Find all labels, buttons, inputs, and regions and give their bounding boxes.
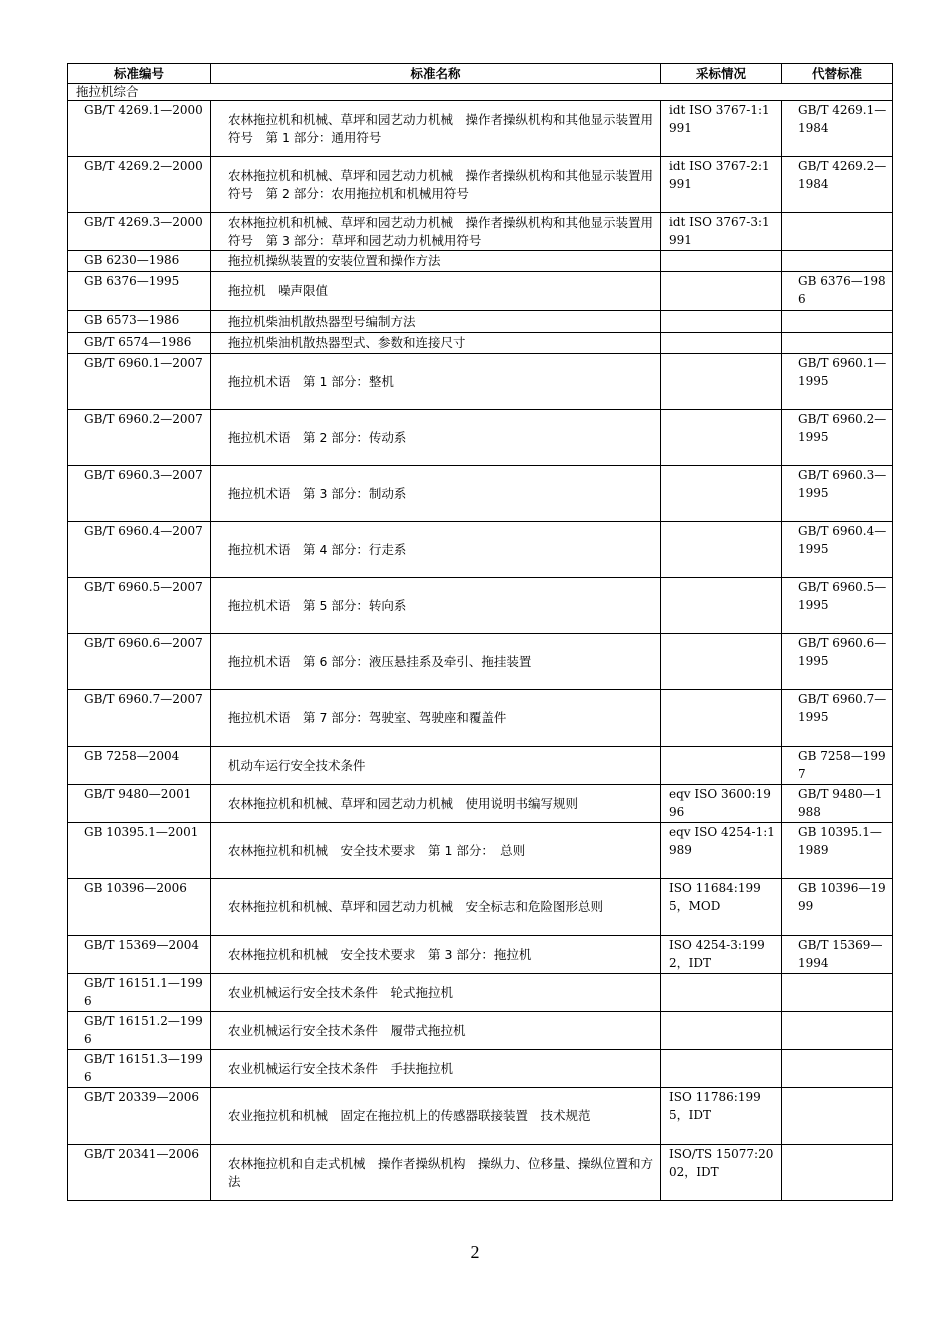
standard-code-cell: GB/T 20341—2006: [68, 1145, 211, 1201]
replaced-standard-cell: GB/T 15369—1994: [782, 936, 893, 974]
adoption-cell: [661, 634, 782, 690]
table-row: [68, 251, 893, 272]
header-row: [68, 64, 893, 84]
replaced-standard-cell: GB 10396—1999: [782, 879, 893, 936]
adoption-cell: [661, 311, 782, 333]
replaced-standard-cell: GB/T 6960.4—1995: [782, 522, 893, 578]
standard-name-cell: 拖拉机术语 第 5 部分：转向系: [211, 578, 661, 634]
adoption-cell: [661, 354, 782, 410]
replaced-standard-cell: GB 10395.1—1989: [782, 823, 893, 879]
adoption-cell: [661, 251, 782, 272]
table-row: [68, 272, 893, 311]
replaced-standard-cell: [782, 974, 893, 1012]
standard-name-cell: 农业机械运行安全技术条件 轮式拖拉机: [211, 974, 661, 1012]
adoption-cell: ISO 4254-3:1992，IDT: [661, 936, 782, 974]
table-row: [68, 1145, 893, 1201]
replaced-standard-cell: [782, 333, 893, 354]
adoption-cell: [661, 690, 782, 747]
standard-code-cell: GB/T 4269.3—2000: [68, 213, 211, 251]
standard-code-cell: GB/T 16151.1—1996: [68, 974, 211, 1012]
replaced-standard-cell: GB/T 6960.7—1995: [782, 690, 893, 747]
standard-code-cell: GB/T 6960.6—2007: [68, 634, 211, 690]
standard-code-cell: GB 6573—1986: [68, 311, 211, 333]
standard-name-cell: 农业拖拉机和机械 固定在拖拉机上的传感器联接装置 技术规范: [211, 1088, 661, 1145]
adoption-cell: [661, 410, 782, 466]
standard-name-cell: 拖拉机术语 第 7 部分：驾驶室、驾驶座和覆盖件: [211, 690, 661, 747]
section-title: 拖拉机综合: [68, 84, 893, 101]
replaced-standard-cell: [782, 1145, 893, 1201]
standard-name-cell: 拖拉机操纵装置的安装位置和操作方法: [211, 251, 661, 272]
standard-name-cell: 拖拉机术语 第 2 部分：传动系: [211, 410, 661, 466]
standard-code-cell: GB/T 16151.2—1996: [68, 1012, 211, 1050]
header-standard-name: 标准名称: [211, 64, 661, 84]
table-row: [68, 410, 893, 466]
standard-name-cell: 拖拉机术语 第 6 部分：液压悬挂系及牵引、拖挂装置: [211, 634, 661, 690]
replaced-standard-cell: GB/T 4269.1—1984: [782, 101, 893, 157]
standard-code-cell: GB/T 6960.3—2007: [68, 466, 211, 522]
replaced-standard-cell: GB/T 6960.1—1995: [782, 354, 893, 410]
standard-code-cell: GB/T 4269.1—2000: [68, 101, 211, 157]
standards-page: [67, 63, 894, 1201]
adoption-cell: eqv ISO 3600:1996: [661, 785, 782, 823]
standard-name-cell: 农林拖拉机和机械 安全技术要求 第 3 部分：拖拉机: [211, 936, 661, 974]
standard-code-cell: GB 6230—1986: [68, 251, 211, 272]
standard-name-cell: 农林拖拉机和机械 安全技术要求 第 1 部分： 总则: [211, 823, 661, 879]
standard-name-cell: 拖拉机柴油机散热器型号编制方法: [211, 311, 661, 333]
adoption-cell: ISO/TS 15077:2002，IDT: [661, 1145, 782, 1201]
standard-name-cell: 拖拉机术语 第 4 部分：行走系: [211, 522, 661, 578]
replaced-standard-cell: GB 7258—1997: [782, 747, 893, 785]
adoption-cell: [661, 466, 782, 522]
standard-name-cell: 拖拉机柴油机散热器型式、参数和连接尺寸: [211, 333, 661, 354]
table-row: [68, 1088, 893, 1145]
table-row: [68, 157, 893, 213]
standard-name-cell: 农业机械运行安全技术条件 履带式拖拉机: [211, 1012, 661, 1050]
standard-code-cell: GB/T 6960.2—2007: [68, 410, 211, 466]
adoption-cell: [661, 578, 782, 634]
replaced-standard-cell: [782, 1088, 893, 1145]
header-standard-code: 标准编号: [68, 64, 211, 84]
adoption-cell: ISO 11684:1995，MOD: [661, 879, 782, 936]
replaced-standard-cell: GB/T 6960.2—1995: [782, 410, 893, 466]
replaced-standard-cell: GB/T 6960.6—1995: [782, 634, 893, 690]
standard-code-cell: GB 6376—1995: [68, 272, 211, 311]
standard-code-cell: GB/T 6960.1—2007: [68, 354, 211, 410]
standards-table: [67, 63, 893, 1201]
standard-code-cell: GB/T 9480—2001: [68, 785, 211, 823]
standard-name-cell: 农林拖拉机和机械、草坪和园艺动力机械 安全标志和危险图形总则: [211, 879, 661, 936]
table-row: [68, 333, 893, 354]
adoption-cell: [661, 1050, 782, 1088]
table-row: [68, 101, 893, 157]
table-row: [68, 466, 893, 522]
table-row: [68, 634, 893, 690]
replaced-standard-cell: GB/T 6960.5—1995: [782, 578, 893, 634]
replaced-standard-cell: [782, 311, 893, 333]
table-row: [68, 690, 893, 747]
table-row: [68, 354, 893, 410]
adoption-cell: idt ISO 3767-2:1991: [661, 157, 782, 213]
standard-name-cell: 农林拖拉机和机械、草坪和园艺动力机械 操作者操纵机构和其他显示装置用符号 第 2 部分：农用拖拉机和机械用符号: [211, 157, 661, 213]
adoption-cell: [661, 974, 782, 1012]
table-row: [68, 785, 893, 823]
standard-name-cell: 农林拖拉机和机械、草坪和园艺动力机械 操作者操纵机构和其他显示装置用符号 第 1 部分：通用符号: [211, 101, 661, 157]
replaced-standard-cell: GB/T 6960.3—1995: [782, 466, 893, 522]
table-row: [68, 1012, 893, 1050]
replaced-standard-cell: [782, 1012, 893, 1050]
table-row: [68, 936, 893, 974]
standard-name-cell: 农林拖拉机和自走式机械 操作者操纵机构 操纵力、位移量、操纵位置和方法: [211, 1145, 661, 1201]
table-row: [68, 213, 893, 251]
standard-code-cell: GB/T 4269.2—2000: [68, 157, 211, 213]
table-row: [68, 747, 893, 785]
table-row: [68, 311, 893, 333]
table-row: [68, 578, 893, 634]
table-row: [68, 1050, 893, 1088]
standard-name-cell: 农业机械运行安全技术条件 手扶拖拉机: [211, 1050, 661, 1088]
header-replaced-standard: 代替标准: [782, 64, 893, 84]
replaced-standard-cell: [782, 251, 893, 272]
standard-code-cell: GB/T 6960.7—2007: [68, 690, 211, 747]
adoption-cell: [661, 522, 782, 578]
standard-code-cell: GB/T 6574—1986: [68, 333, 211, 354]
adoption-cell: idt ISO 3767-1:1991: [661, 101, 782, 157]
replaced-standard-cell: [782, 1050, 893, 1088]
adoption-cell: ISO 11786:1995，IDT: [661, 1088, 782, 1145]
table-row: [68, 974, 893, 1012]
table-row: [68, 823, 893, 879]
standard-code-cell: GB 7258—2004: [68, 747, 211, 785]
replaced-standard-cell: GB/T 4269.2—1984: [782, 157, 893, 213]
standard-code-cell: GB 10396—2006: [68, 879, 211, 936]
adoption-cell: [661, 747, 782, 785]
standard-code-cell: GB/T 6960.4—2007: [68, 522, 211, 578]
page-number: 2: [470, 1242, 480, 1262]
standard-name-cell: 拖拉机术语 第 3 部分：制动系: [211, 466, 661, 522]
standard-name-cell: 拖拉机术语 第 1 部分：整机: [211, 354, 661, 410]
adoption-cell: [661, 272, 782, 311]
standard-name-cell: 农林拖拉机和机械、草坪和园艺动力机械 操作者操纵机构和其他显示装置用符号 第 3 部分：草坪和园艺动力机械用符号: [211, 213, 661, 251]
standard-name-cell: 拖拉机 噪声限值: [211, 272, 661, 311]
replaced-standard-cell: [782, 213, 893, 251]
standard-code-cell: GB/T 15369—2004: [68, 936, 211, 974]
table-row: [68, 522, 893, 578]
standard-name-cell: 农林拖拉机和机械、草坪和园艺动力机械 使用说明书编写规则: [211, 785, 661, 823]
standard-code-cell: GB/T 16151.3—1996: [68, 1050, 211, 1088]
standard-code-cell: GB/T 20339—2006: [68, 1088, 211, 1145]
adoption-cell: [661, 1012, 782, 1050]
replaced-standard-cell: GB/T 9480—1988: [782, 785, 893, 823]
replaced-standard-cell: GB 6376—1986: [782, 272, 893, 311]
adoption-cell: idt ISO 3767-3:1991: [661, 213, 782, 251]
standard-code-cell: GB 10395.1—2001: [68, 823, 211, 879]
standard-name-cell: 机动车运行安全技术条件: [211, 747, 661, 785]
header-adoption: 采标情况: [661, 64, 782, 84]
section-row: [68, 84, 893, 101]
adoption-cell: [661, 333, 782, 354]
table-row: [68, 879, 893, 936]
standard-code-cell: GB/T 6960.5—2007: [68, 578, 211, 634]
adoption-cell: eqv ISO 4254-1:1989: [661, 823, 782, 879]
